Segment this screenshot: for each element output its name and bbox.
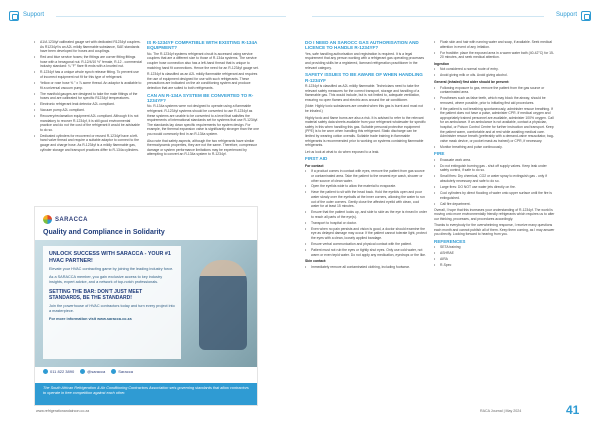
fire-item: • Evacuate work area. (434, 158, 556, 163)
ad-hero-subheading: SETTING THE BAR: DON'T JUST MEET STANDARDS, BE THE STANDARD! (49, 289, 143, 302)
article-section-paragraph: Also note that safety aspects, although the two refrigerants have similar thermodynamic properties, they are not the same. Therefore, compressor damage or system performance limitations may be experienced by attempting to convert an R-134a system to R-1234yf. (147, 138, 257, 157)
first-aid-item: • Ensure that the patient looks up, and side to side as the eye is rinsed in order to reach all parts of the eye(s). (305, 210, 427, 219)
article-section-paragraph: Yes, safe handling authorisation and registration is required. It is a legal requirement that any person working with a refrigerant gas operating processes and providing skills be a registered, licensed refrigeration practitioner in the relevant category. (305, 51, 425, 70)
section-label-left: Support (23, 12, 45, 18)
support-header-right (547, 11, 591, 22)
skin-followup-item: • Flush skin and hair with running water and soap, if available. Seek medical attention in event of any irritation. (434, 40, 556, 49)
fire-item: • Cool cylinders by direct flooding of water onto upper surface until the fire is extinguished. (434, 191, 556, 200)
tool-list-item: • Recovery/reclamation equipment A2L compliant. Although it is not mandatory to recover R-1234yf, it is still good environmental practice and do not the cost of the refrigerant it would be advisable to do so. (34, 114, 142, 132)
ad-hero-card (43, 246, 181, 359)
tool-list-item: • The manifold gauges are designed to take the male fittings of the hoses and are calibrated for specific R1234yf temperatures. (34, 92, 142, 101)
page-number: 41 (566, 403, 580, 417)
fire-item: • Call fire department. (434, 202, 556, 207)
first-aid-item: • Ensure verbal communication and physical contact with the patient. (305, 242, 427, 247)
ad-footer-banner: The South African Refrigeration & Air Conditioning Contractors Association sets governing standards that allow contractors to operate in free competition against each other. (35, 383, 257, 405)
tools-list (34, 40, 142, 152)
skin-contact-item: • Immediately remove all contaminated clothing, including footwear. (305, 265, 427, 270)
tool-list-item: • Red and blue service hoses; the fittings are corner fitting fittings hose with a hexagonal nut. R-12/4/10 ½" female, R-12 - commercial industry standard: ¼ "F" flare fit ends with a knurled nut. (34, 55, 142, 69)
fire-item: • Large fires: DO NOT use water jets directly on fire. (434, 185, 556, 190)
article-section-paragraph: R-1234yf is classified as an A2L mildly flammable refrigerant and requires the use of equipment designed for use with such refrigerants. These precautions are indicated on the air conditioning system and produce detection that are suited to both refrigerants. (147, 72, 258, 90)
technician-photo (199, 260, 247, 350)
references-heading: REFERENCES (434, 239, 466, 245)
support-header-left (9, 11, 53, 22)
inhalation-list (434, 86, 556, 150)
first-aid-item: • If a product comes in contact with eyes, remove the patient from gas source or contaminated area. Take the patient to the nearest eye wash, shower or other source of clean water. (305, 169, 427, 183)
tool-list-item: • A1/A 1234yf calibrated gauge set with dedicated R1234yf couplers. As R1234yf is an A2L mildly flammable substance, SAE standards have been developed for hoses and couplings. (34, 40, 142, 54)
ad-hero-heading: UNLOCK SUCCESS WITH SARACCA - YOUR #1 HVAC PARTNER! (49, 251, 171, 264)
ingestion-item: • Avoid giving milk or oils. Avoid giving alcohol. (434, 73, 556, 78)
column-3 (305, 40, 427, 271)
fire-heading: FIRE (434, 151, 445, 157)
ad-hero-body-2: As a SARACCA member, you gain exclusive access to key industry insights, expert advice, and a network of top-notch professionals. (49, 275, 163, 285)
ad-contact-row (43, 369, 133, 374)
ad-hero-image (35, 240, 257, 367)
tool-list-item: • Dedicated cylinders for recovered or reused R-1234yf have a left-hand valve thread and require a suitable adaptor to connect to the gauge and charge hose. As R-1234yf is a mildly flammable gas, cylinder storage and transport practices differ to R-134a cylinders. (34, 134, 142, 152)
article-section-paragraph: (Note: Highly toxic substances are created when this gas is burnt and must not be inhaled.) (305, 104, 423, 113)
ad-hero-body-4[interactable]: For more information visit www.saracca.co.za (49, 317, 132, 322)
first-aid-item: • Open the eyelids wide to allow the material to evaporate. (305, 184, 427, 189)
skin-followup-item: • For frostbite: place the exposed area in a warm water bath (40-42°C) for 15-20 minutes, and seek medical attention. (434, 51, 556, 60)
inhalation-item: • Prostheses such as false teeth, which may block the airway, should be removed, where possible, prior to initiating first aid procedures. (434, 96, 556, 105)
skin-followup-list (434, 40, 556, 60)
reference-item: • ASHRAE (434, 251, 556, 256)
first-aid-item: • Transport to hospital or doctor. (305, 221, 427, 226)
tool-list-item: • Electronic refrigerant leak detector A2L compliant. (34, 102, 142, 107)
skin-contact-list (305, 265, 427, 270)
header-rule-right (312, 16, 544, 17)
ingestion-label: Ingestion (434, 61, 450, 66)
phone-icon (43, 369, 48, 374)
inhalation-item: • Following exposure to gas, remove the patient from the gas source or contaminated area. (434, 86, 556, 95)
skin-contact-label: Skin contact: (305, 259, 327, 264)
tool-list-item: • R-1234yf has a unique whole synch release fitting. To prevent use of incorrect equipment not fit for this type of refrigerant. (34, 70, 142, 79)
reference-item: • SETA training (434, 245, 556, 250)
fire-list (434, 158, 556, 206)
first-aid-contact-label: For contact (305, 163, 324, 168)
ingestion-item: • Not considered a normal route of entry. (434, 67, 556, 72)
article-section-heading: DO I NEED AN SAROCC GAS AUTHORISATION AND LICENCE TO HANDLE R-1234YF? (305, 40, 419, 51)
article-section-heading: CAN AN R-134A SYSTEM BE CONVERTED TO R-1234YF? (147, 92, 254, 103)
saracca-logo-text: SARACCA (55, 216, 88, 223)
closing-paragraph: Thanks to everybody for the overwhelming response, I receive many questions each month and cannot publish all of them. Keep them coming, as I may answer you directly. Looking forward to hearing from you. (434, 223, 555, 237)
article-section-paragraph: R-1234yf is classified as A2L mildly flammable. Technicians need to take the relevant safety measures for the correct transport, storage and handling of a flammable gas. This would include, but is not limited to, adequate ventilation, ensuring no open flames and electric arcs around the air conditioner. (305, 84, 421, 102)
header-rule-left (56, 16, 286, 17)
ingestion-list (434, 67, 556, 78)
article-section-heading: SAFETY ISSUES TO BE AWARE OF WHEN HANDLING R-1234YF (305, 72, 423, 83)
tool-list-item: • Yellow or rose hose ⅜ " x ⅞ acme thread. An adaptor is available to fit a universal vacuum pump. (34, 81, 142, 90)
column-4 (434, 40, 556, 269)
support-section-icon (581, 11, 591, 21)
ad-phone[interactable]: 011 822 3890 (43, 369, 74, 374)
ad-social[interactable]: @saracca (80, 369, 105, 374)
section-label-right: Support (555, 12, 577, 18)
fire-item: • Small fires: Dry chemical, CO2 or water spray to extinguish gas - only if absolutely necessary and safe to do so. (434, 174, 556, 183)
first-aid-item: • Patient must not rub the eyes or tightly shut eyes. Only use cold water, not warm or even tepid water. Do not apply any medication, eyedrops or the like. (305, 248, 427, 257)
ad-hero-body-1: Elevate your HVAC contracting game by joining the leading industry force. (49, 267, 174, 272)
support-section-icon (9, 11, 19, 21)
web-icon (111, 369, 116, 374)
footer-website[interactable]: www.refrigerationandaircon.co.za (36, 409, 90, 413)
closing-paragraph: Overall, I hope that this increases your understanding of R-1234yf. The world is moving onto more environmentally friendly refrigerants which requires us to alter our thinking, processes, and procedures accordingly. (434, 207, 555, 221)
first-aid-item: • Have the patient to sit with the head back. Hold the eyelids open and pour water slowly over the eyeballs at the inner corners, allowing the water to run out of the outer corners. Gently close the affected eyelid with clean, cool water for at least 15 minutes. (305, 190, 427, 208)
article-section-heading: IS R-1234YF COMPATIBLE WITH EXISTING R-134A EQUIPMENT? (147, 40, 258, 51)
column-2 (147, 40, 261, 159)
article-section-paragraph: Highly toxic and flame burns are also a risk. It is advised to refer to the relevant material safety data sheets available from your refrigerant wholesaler for specific safety in this when handling this gas. Suitable personal protective equipment (PPE) is to be worn when handling this refrigerant. Static discharge can be limited by wearing cotton overalls. Suitable trade training in flammable refrigerants is recommended prior to working on systems containing flammable refrigerants. (305, 115, 426, 148)
ad-web[interactable]: Saracca (111, 369, 133, 374)
ad-title: Quality and Compliance in Solidarity (43, 229, 165, 236)
saracca-logo-mark-icon (43, 215, 52, 224)
article-section-paragraph: No. The R-1234yf systems refrigerant circuit is accessed using service couplers that are a different size to those of R-134a systems. The service coupler hose connection also has a left-hand thread that is unique to matching hand fit connections. Hence the need for an R-1234yf gauge set. (147, 51, 259, 70)
first-aid-item: • Even when no pain persists and vision is good, a doctor should examine the eye as delayed damage may occur. If the patient cannot tolerate light, protect the eyes with a clean, loosely applied bandage. (305, 227, 427, 241)
saracca-advertisement[interactable] (34, 206, 258, 406)
column-1 (34, 40, 142, 154)
tool-list-item: • Vacuum pump A2L compliant. (34, 108, 142, 113)
inhalation-item: • If the patient is not breathing spontaneously, administer rescue breathing. If the patient does not have a pulse, administer CPR. If medical oxygen and appropriately trained personnel are available, administer 100% oxygen. Call for an ambulance. If an ambulance is not available, contact a physician, hospital, or Poison Control Centre for further instruction and transport. Keep the patient warm, comfortable and at rest while awaiting medical care. Administer rescue breath (preferably with a demand-valve resuscitator, bag-valve mask device, or pocket mask as trained) or CPR, if necessary. (434, 107, 556, 144)
first-aid-list (305, 169, 427, 257)
inhalation-label: General (inhaled) first aider should be present: (434, 79, 510, 84)
fire-item: • Do not extinguish burning gas - shut off supply valves. Keep leak under safety control, if safe to do so. (434, 164, 556, 173)
ad-hero-body-3: Join the powerhouse of HVAC contractors today and turn every project into a masterpiece. (49, 304, 175, 314)
reference-item: • R-Spec (434, 263, 556, 268)
saracca-logo (43, 215, 88, 224)
social-icon (80, 369, 85, 374)
reference-item: • AIRA (434, 257, 556, 262)
references-list (434, 245, 556, 268)
inhalation-item: • Monitor breathing and pulse continuously. (434, 145, 556, 150)
article-section-paragraph: No. R-134a systems were not designed to operate using a flammable refrigerant. R-1234yf systems should be converted to use R-1234yf as these systems are unable to be converted to a level that satisfies the requirements of international standards set for systems that use R-1234yf. The standards lay down specific requirements for system design. For example, the thermal expansion valve is significantly stronger than the one you would commonly find in an R-134a system. (147, 104, 259, 136)
footer-issue: RACA Journal | May 2024 (480, 409, 522, 413)
article-section-heading: FIRST AID (305, 156, 328, 162)
article-section-paragraph: Let us look at what to do when exposed to a leak. (305, 149, 380, 154)
